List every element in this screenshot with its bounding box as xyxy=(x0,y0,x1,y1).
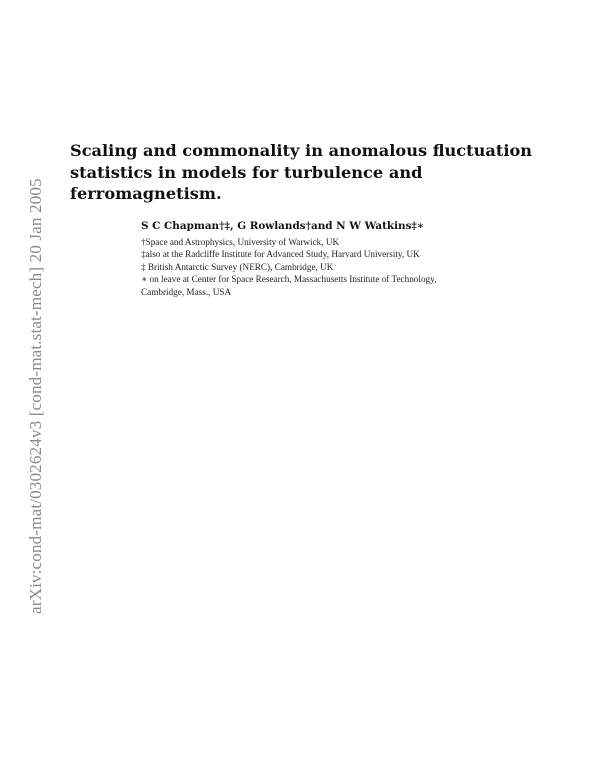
paper-title xyxy=(70,140,533,205)
title-line: ferromagnetism. xyxy=(70,184,222,203)
affiliation-line: ‡ British Antarctic Survey (NERC), Cambridge, UK xyxy=(141,261,334,272)
affiliation-line: †Space and Astrophysics, University of Warwick, UK xyxy=(141,237,340,247)
author-list: S C Chapman†‡, G Rowlands†and N W Watkins‡∗ xyxy=(141,220,425,232)
title-line: statistics in models for turbulence and xyxy=(70,162,423,182)
affiliation-line: ∗ on leave at Center for Space Research, Massachusetts Institute of Technology, xyxy=(141,274,437,285)
affiliation-line: ‡also at the Radcliffe Institute for Advanced Study, Harvard University, UK xyxy=(141,249,420,260)
title-line: Scaling and commonality in anomalous fluctuation xyxy=(70,141,533,160)
arxiv-identifier: arXiv:cond-mat/0302624v3 [cond-mat.stat-mech] 20 Jan 2005 xyxy=(26,178,45,614)
arxiv-identifier-sidebar xyxy=(26,114,45,614)
affiliation-list xyxy=(141,236,541,298)
affiliation-line: Cambridge, Mass., USA xyxy=(141,286,232,297)
